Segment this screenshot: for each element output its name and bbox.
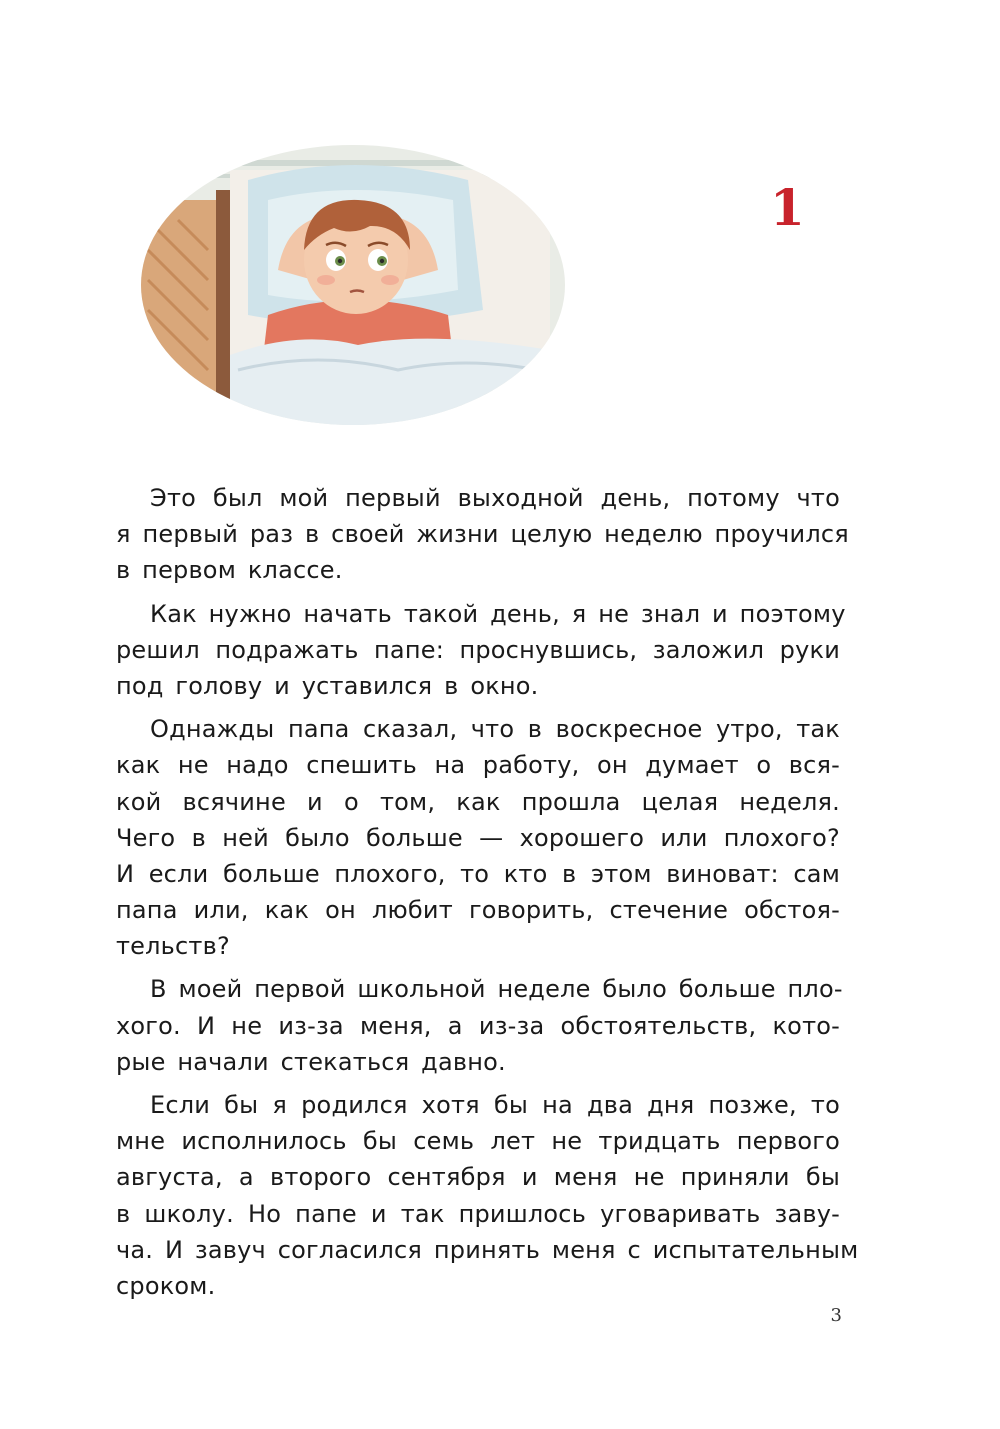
chapter-number: 1 — [770, 178, 805, 237]
text-line: я первый раз в своей жизни целую неделю проучился — [116, 520, 849, 549]
page-number: 3 — [830, 1305, 842, 1326]
text-line: решил подражать папе: проснувшись, заложил руки — [116, 635, 840, 664]
text-line: Если бы я родился хотя бы на два дня позже, то — [150, 1091, 840, 1119]
text-line: в школу. Но папе и так пришлось уговаривать заву- — [116, 1199, 840, 1228]
text-line: Как нужно начать такой день, я не знал и поэтому — [150, 599, 846, 628]
text-line: хого. И не из-за меня, а из-за обстоятельств, кото- — [116, 1011, 840, 1040]
text-line: под голову и уставился в окно. — [116, 671, 539, 700]
text-line: как не надо спешить на работу, он думает о вся- — [116, 751, 840, 780]
boy-in-bed-illustration — [138, 140, 568, 430]
text-line: Чего в ней было больше — хорошего или плохого? — [116, 823, 840, 852]
text-line: тельств? — [116, 932, 230, 961]
text-line: И если больше плохого, то кто в этом виноват: сам — [116, 859, 840, 888]
text-line: Это был мой первый выходной день, потому что — [150, 484, 840, 512]
text-line: Однажды папа сказал, что в воскресное утро, так — [150, 715, 840, 744]
text-line: В моей первой школьной неделе было больше пло- — [150, 975, 843, 1004]
body-text — [116, 480, 859, 1304]
text-line: рые начали стекаться давно. — [116, 1047, 506, 1076]
text-line: в первом классе. — [116, 556, 343, 585]
text-line: мне исполнилось бы семь лет не тридцать первого — [116, 1127, 840, 1156]
text-line: сроком. — [116, 1271, 216, 1300]
text-line: августа, а второго сентября и меня не приняли бы — [116, 1163, 840, 1192]
text-line: кой всячине и о том, как прошла целая неделя. — [116, 787, 840, 816]
text-line: ча. И завуч согласился принять меня с испытательным — [116, 1235, 859, 1264]
text-line: папа или, как он любит говорить, стечение обстоя- — [116, 896, 840, 925]
